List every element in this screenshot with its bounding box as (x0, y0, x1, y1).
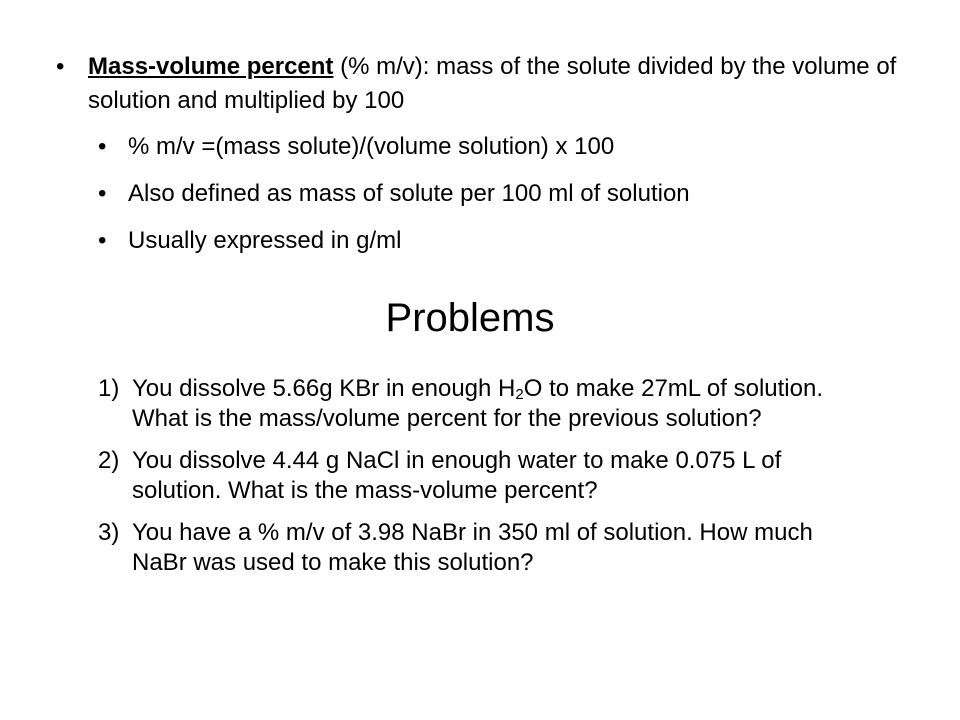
problem-text-after: O to make 27mL of solution. What is the mass/volume percent for the previous solution? (132, 375, 823, 432)
bullet-dot-icon: • (98, 180, 107, 207)
sub-bullet-text: Usually expressed in g/ml (128, 227, 402, 254)
definition-bullets (56, 50, 936, 271)
problem-text: You have a % m/v of 3.98 NaBr in 350 ml of solution. How much NaBr was used to make this solution? (132, 519, 813, 576)
bullet-dot-icon: • (98, 227, 107, 254)
problem-number: 3) (98, 519, 120, 546)
problem-text (132, 375, 823, 432)
problem-item (98, 374, 858, 434)
sub-bullet (98, 177, 936, 211)
sub-bullet-text: % m/v =(mass solute)/(volume solution) x 100 (128, 133, 615, 160)
main-bullet (56, 50, 936, 118)
term-definition: : mass of the solute divided by the volume of solution and multiplied by 100 (88, 53, 897, 114)
sub-bullet (98, 130, 936, 164)
problem-item (98, 518, 858, 578)
problems-heading: Problems (385, 296, 555, 340)
term-abbreviation: (% m/v) (333, 53, 423, 80)
problem-text: You dissolve 4.44 g NaCl in enough water to make 0.075 L of solution. What is the mass-volume percent? (132, 447, 782, 504)
term-mass-volume-percent: Mass-volume percent (88, 53, 334, 80)
problem-text-before: You dissolve 5.66g KBr in enough H (132, 375, 516, 402)
problem-number: 1) (98, 375, 120, 402)
sub-bullets (98, 130, 936, 258)
bullet-dot-icon: • (56, 53, 65, 80)
bullet-dot-icon: • (98, 133, 107, 160)
subscript: 2 (515, 386, 524, 403)
problems-list (98, 374, 858, 590)
problem-item (98, 446, 858, 506)
sub-bullet-text: Also defined as mass of solute per 100 ml of solution (128, 180, 690, 207)
problem-number: 2) (98, 447, 120, 474)
sub-bullet (98, 224, 936, 258)
